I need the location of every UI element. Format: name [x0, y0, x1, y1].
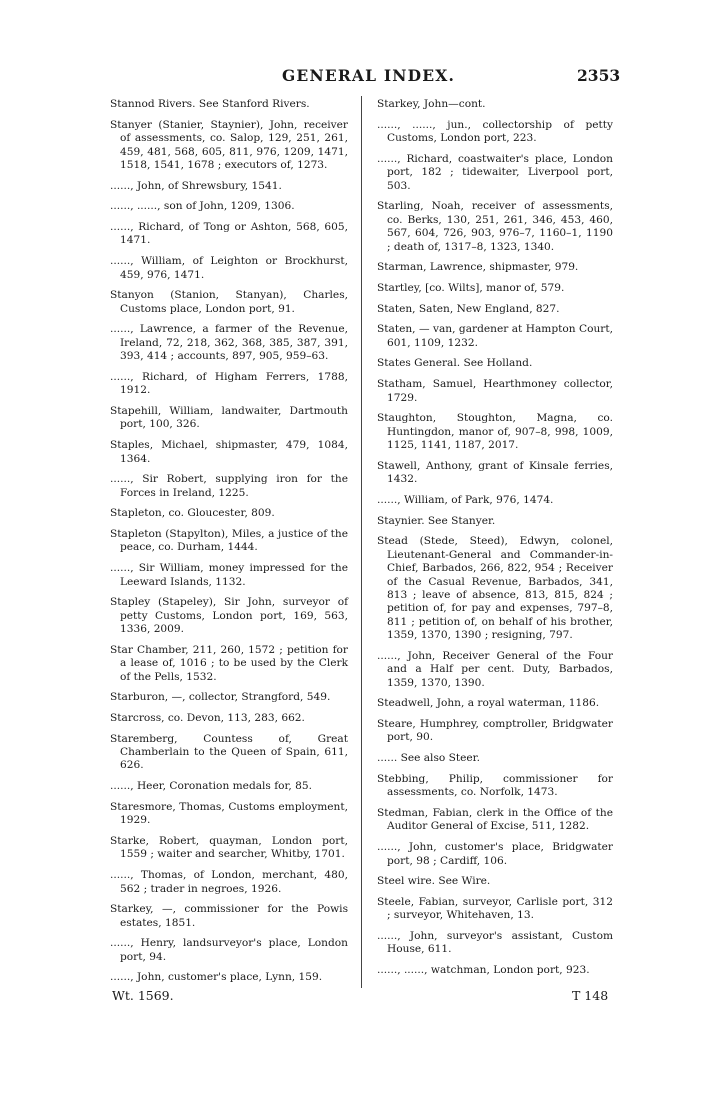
index-entry: Starke, Robert, quayman, London port, 1559 ; waiter and searcher, Whitby, 1701.: [110, 835, 348, 861]
index-entry: ......, Lawrence, a farmer of the Revenue, Ireland, 72, 218, 362, 368, 385, 387, 391, 393, 414 ; accounts, 897, 905, 959–63.: [110, 323, 348, 363]
index-entry: ......, Heer, Coronation medals for, 85.: [110, 780, 313, 793]
index-entry: Stannod Rivers. See Stanford Rivers.: [110, 98, 310, 110]
index-entry: ......, John, Receiver General of the Four and a Half per cent. Duty, Barbados, 1359, 1370, 1390.: [377, 649, 613, 689]
index-entry: ...... See also Steer.: [377, 752, 480, 765]
index-entry: Stead (Stede, Steed), Edwyn, colonel, Lieutenant-General and Commander-in-Chief, Barbados, 266, 822, 954 ; Receiver of the Casual Revenue, Barbados, 341, 813 ; leave of absence, 813, 815, 824 ; petition of, for pay and expenses, 797–8, 811 ; petition of, on behalf of his brother, 1359, 1370, 1390 ; resigning, 797.: [377, 535, 613, 642]
index-entry: Stapley (Stapeley), Sir John, surveyor of petty Customs, London port, 169, 563, 1336, 2009.: [110, 596, 348, 636]
index-entry: ......, Sir Robert, supplying iron for the Forces in Ireland, 1225.: [110, 473, 348, 499]
index-entry: Startley, [co. Wilts], manor of, 579.: [377, 281, 565, 294]
index-entry: ......, ......, jun., collectorship of petty Customs, London port, 223.: [377, 118, 613, 145]
column-divider: [361, 96, 362, 988]
index-entry: ......, Richard, coastwaiter's place, London port, 182 ; tidewaiter, Liverpool port, 503.: [377, 152, 613, 192]
index-entry: Staples, Michael, shipmaster, 479, 1084, 1364.: [110, 439, 348, 465]
footer-signature-mark: T 148: [572, 988, 609, 1003]
index-entry: ......, John, of Shrewsbury, 1541.: [110, 179, 282, 192]
index-entry: Starburon, —, collector, Strangford, 549.: [110, 691, 331, 704]
index-entry: Stebbing, Philip, commissioner for assessments, co. Norfolk, 1473.: [377, 772, 613, 799]
index-entry: Steadwell, John, a royal waterman, 1186.: [377, 697, 600, 710]
index-entry: Starkey, John—cont.: [377, 98, 486, 110]
index-entry: ......, William, of Leighton or Brockhurst, 459, 976, 1471.: [110, 255, 348, 281]
index-entry: ......, John, surveyor's assistant, Custom House, 611.: [377, 930, 613, 956]
index-entry: Statham, Samuel, Hearthmoney collector, 1729.: [377, 378, 613, 404]
index-entry: Starling, Noah, receiver of assessments, co. Berks, 130, 251, 261, 346, 453, 460, 567, 604, 726, 903, 976–7, 1160–1, 1190 ; death of, 1317–8, 1323, 1340.: [377, 200, 613, 253]
left-column: [110, 98, 348, 992]
index-entry: Staynier. See Stanyer.: [377, 514, 496, 527]
index-entry: Staremberg, Countess of, Great Chamberlain to the Queen of Spain, 611, 626.: [110, 732, 348, 772]
index-entry: Stapleton, co. Gloucester, 809.: [110, 507, 275, 520]
index-entry: ......, Thomas, of London, merchant, 480, 562 ; trader in negroes, 1926.: [110, 869, 348, 895]
index-entry: ......, Sir William, money impressed for the Leeward Islands, 1132.: [110, 562, 348, 588]
index-entry: Steare, Humphrey, comptroller, Bridgwater port, 90.: [377, 718, 613, 744]
index-entry: Steele, Fabian, surveyor, Carlisle port, 312 ; surveyor, Whitehaven, 13.: [377, 895, 613, 922]
index-entry: States General. See Holland.: [377, 357, 533, 370]
index-entry: ......, ......, son of John, 1209, 1306.: [110, 200, 295, 213]
index-entry: Stanyer (Stanier, Staynier), John, receiver of assessments, co. Salop, 129, 251, 261, 459, 481, 568, 605, 811, 976, 1209, 1471, 1518, 1541, 1678 ; executors of, 1273.: [110, 118, 348, 171]
index-entry: Steel wire. See Wire.: [377, 875, 491, 888]
index-entry: Starkey, —, commissioner for the Powis estates, 1851.: [110, 903, 348, 929]
page-number: 2353: [577, 66, 621, 85]
index-entry: Star Chamber, 211, 260, 1572 ; petition for a lease of, 1016 ; to be used by the Clerk of the Pells, 1532.: [110, 643, 348, 683]
index-entry: Starcross, co. Devon, 113, 283, 662.: [110, 711, 305, 724]
footer-print-mark: Wt. 1569.: [112, 988, 174, 1003]
index-entry: Staresmore, Thomas, Customs employment, 1929.: [110, 800, 348, 827]
index-entry: ......, William, of Park, 976, 1474.: [377, 493, 554, 506]
index-entry: ......, ......, watchman, London port, 923.: [377, 964, 590, 977]
index-entry: Staughton, Stoughton, Magna, co. Huntingdon, manor of, 907–8, 998, 1009, 1125, 1141, 1187, 2017.: [377, 412, 613, 452]
index-entry: ......, Richard, of Tong or Ashton, 568, 605, 1471.: [110, 221, 348, 247]
index-entry: Stapehill, William, landwaiter, Dartmouth port, 100, 326.: [110, 404, 348, 431]
right-column: [377, 98, 613, 985]
index-entry: Starman, Lawrence, shipmaster, 979.: [377, 261, 579, 274]
page-title: GENERAL INDEX.: [282, 66, 456, 85]
index-entry: Stedman, Fabian, clerk in the Office of the Auditor General of Excise, 511, 1282.: [377, 807, 613, 833]
index-entry: Stapleton (Stapylton), Miles, a justice of the peace, co. Durham, 1444.: [110, 528, 348, 554]
index-entry: Staten, Saten, New England, 827.: [377, 302, 560, 315]
index-entry: ......, Henry, landsurveyor's place, London port, 94.: [110, 937, 348, 963]
index-entry: ......, John, customer's place, Lynn, 159.: [110, 971, 323, 984]
index-entry: Stawell, Anthony, grant of Kinsale ferries, 1432.: [377, 459, 613, 486]
index-entry: ......, Richard, of Higham Ferrers, 1788, 1912.: [110, 370, 348, 397]
index-entry: ......, John, customer's place, Bridgwater port, 98 ; Cardiff, 106.: [377, 841, 613, 867]
index-entry: Staten, — van, gardener at Hampton Court, 601, 1109, 1232.: [377, 323, 613, 349]
index-entry: Stanyon (Stanion, Stanyan), Charles, Customs place, London port, 91.: [110, 289, 348, 315]
